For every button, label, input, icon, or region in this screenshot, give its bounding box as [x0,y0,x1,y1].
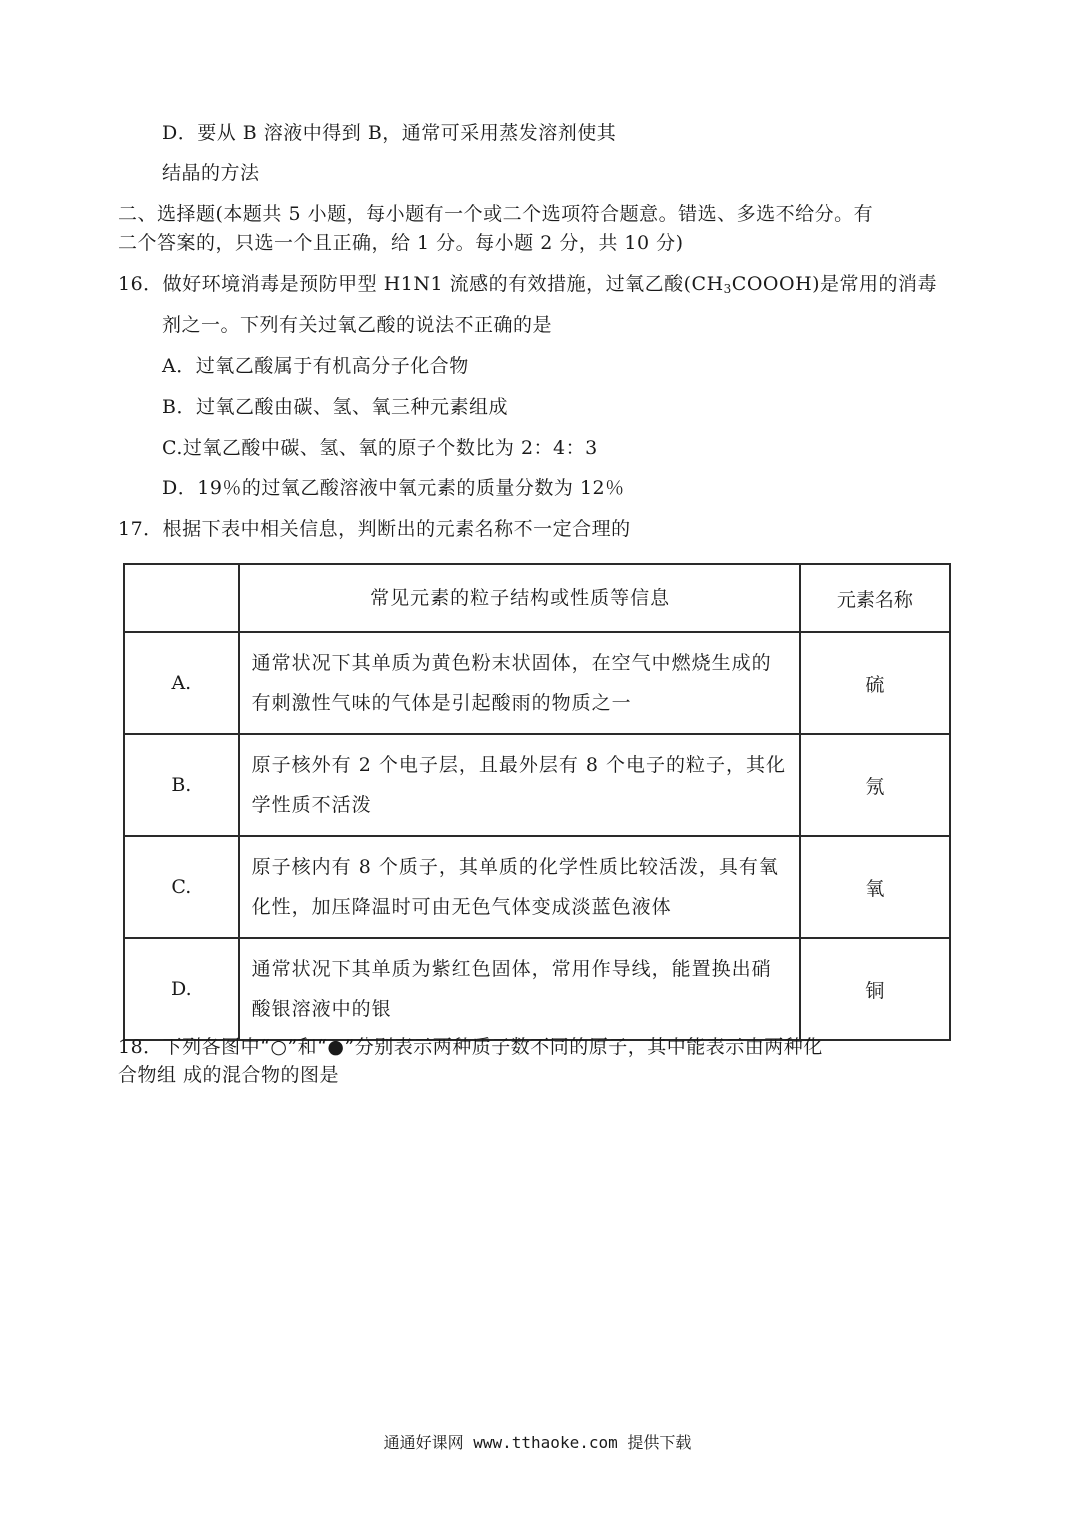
section2-heading-line1: 二、选择题(本题共 5 小题，每小题有一个或二个选项符合题意。错选、多选不给分。有 [118,203,874,225]
row-label: D. [124,938,239,1040]
row-info: 原子核内有 8 个质子，其单质的化学性质比较活泼，具有氧化性，加压降温时可由无色气体变成淡蓝色液体 [239,836,800,938]
q18-stem-line2: 合物组 成的混合物的图是 [118,1064,340,1086]
row-element-name: 氖 [800,734,950,836]
table-row [124,938,950,1040]
q16-option-b: B．过氧乙酸由碳、氢、氧三种元素组成 [162,396,508,418]
row-label: B. [124,734,239,836]
table-row [124,632,950,734]
q18-stem-line1: 18．下列各图中“○”和“●”分别表示两种质子数不同的原子，其中能表示由两种化 [118,1036,823,1058]
row-element-name: 硫 [800,632,950,734]
table-header-blank [124,564,239,632]
table-row [124,836,950,938]
q16-stem-pre: 16．做好环境消毒是预防甲型 H1N1 流感的有效措施，过氧乙酸(CH [118,273,724,295]
row-info: 通常状况下其单质为黄色粉末状固体，在空气中燃烧生成的有刺激性气味的气体是引起酸雨的物质之一 [239,632,800,734]
q16-option-a: A．过氧乙酸属于有机高分子化合物 [162,355,469,377]
q16-stem-post: COOOH)是常用的消毒 [731,273,938,295]
table-header-info: 常见元素的粒子结构或性质等信息 [239,564,800,632]
row-element-name: 铜 [800,938,950,1040]
q15-option-d-line1: D．要从 B 溶液中得到 B，通常可采用蒸发溶剂使其 [162,122,617,144]
q17-stem: 17．根据下表中相关信息，判断出的元素名称不一定合理的 [118,518,631,540]
section2-heading-line2: 二个答案的，只选一个且正确，给 1 分。每小题 2 分，共 10 分) [118,232,684,254]
q17-element-table [123,563,951,1041]
row-info: 原子核外有 2 个电子层，且最外层有 8 个电子的粒子，其化学性质不活泼 [239,734,800,836]
row-info: 通常状况下其单质为紫红色固体，常用作导线，能置换出硝酸银溶液中的银 [239,938,800,1040]
row-label: C. [124,836,239,938]
table-header-row [124,564,950,632]
footer-source: 通通好课网 www.tthaoke.com 提供下载 [383,1433,692,1452]
q16-stem-subscript: 3 [723,282,732,296]
row-element-name: 氧 [800,836,950,938]
q16-option-d: D．19％的过氧乙酸溶液中氧元素的质量分数为 12％ [162,477,625,499]
table-row [124,734,950,836]
row-label: A. [124,632,239,734]
q15-option-d-line2: 结晶的方法 [162,162,260,184]
q16-option-c: C.过氧乙酸中碳、氢、氧的原子个数比为 2：4：3 [162,437,598,459]
q16-stem-line1 [118,272,937,301]
table-header-name: 元素名称 [800,564,950,632]
q16-stem-line2: 剂之一。下列有关过氧乙酸的说法不正确的是 [162,314,553,336]
